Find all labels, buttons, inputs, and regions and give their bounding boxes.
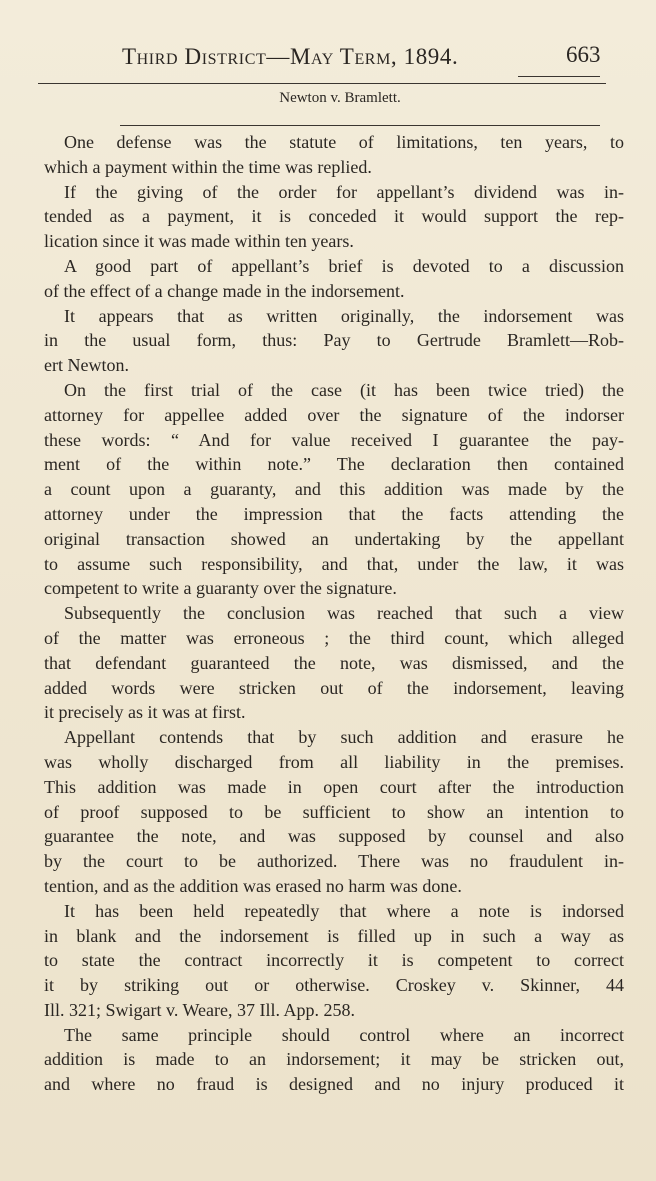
text-line: On the first trial of the case (it has been twice tried) the [64, 379, 624, 400]
text-line: it by striking out or otherwise. Croskey v. Skinner, 44 [44, 975, 624, 996]
text-line: added words were stricken out of the indorsement, leaving [44, 677, 624, 698]
text-line: This addition was made in open court after the introduction [44, 776, 624, 797]
text-line: was wholly discharged from all liability in the premises. [44, 751, 624, 772]
text-line: ert Newton. [44, 355, 129, 376]
text-line: attorney for appellee added over the signature of the indorser [44, 404, 624, 425]
text-line: that defendant guaranteed the note, was dismissed, and the [44, 652, 624, 673]
text-line: ment of the within note.” The declaration then contained [44, 454, 624, 475]
text-line: a count upon a guaranty, and this addition was made by the [44, 479, 624, 500]
text-line: in the usual form, thus: Pay to Gertrude Bramlett—Rob- [44, 330, 624, 351]
header-rule [38, 83, 606, 84]
text-line: to state the contract incorrectly it is competent to correct [44, 950, 624, 971]
text-line: original transaction showed an undertaking by the appellant [44, 528, 624, 549]
text-line: It has been held repeatedly that where a note is indorsed [64, 900, 624, 921]
text-line: to assume such responsibility, and that, under the law, it was [44, 553, 624, 574]
text-line: guarantee the note, and was supposed by counsel and also [44, 826, 624, 847]
text-line: by the court to be authorized. There was no fraudulent in- [44, 851, 624, 872]
page-number: 663 [566, 42, 601, 67]
text-line: of proof supposed to be sufficient to show an intention to [44, 801, 624, 822]
text-line: it precisely as it was at first. [44, 702, 246, 723]
text-line: and where no fraud is designed and no injury produced it [44, 1074, 624, 1095]
text-line: in blank and the indorsement is filled up in such a way as [44, 925, 624, 946]
text-line: tention, and as the addition was erased no harm was done. [44, 875, 462, 896]
header-rule-short [518, 76, 600, 77]
text-line: addition is made to an indorsement; it may be stricken out, [44, 1049, 624, 1070]
text-line: of the effect of a change made in the indorsement. [44, 280, 405, 301]
text-line: tended as a payment, it is conceded it would support the rep- [44, 206, 624, 227]
text-line: The same principle should control where an incorrect [64, 1024, 624, 1045]
case-title: Newton v. Bramlett. [279, 90, 401, 106]
text-line: Ill. 321; Swigart v. Weare, 37 Ill. App. 258. [44, 999, 356, 1020]
text-line: which a payment within the time was replied. [44, 156, 372, 177]
text-line: attorney under the impression that the facts attending the [44, 503, 624, 524]
running-head: Third District—May Term, 1894. [122, 44, 459, 69]
text-line: lication since it was made within ten years. [44, 231, 354, 252]
text-line: It appears that as written originally, the indorsement was [64, 305, 624, 326]
body-text [44, 130, 624, 1097]
text-line: If the giving of the order for appellant’s dividend was in- [64, 181, 624, 202]
text-line: of the matter was erroneous ; the third count, which alleged [44, 627, 624, 648]
text-line: One defense was the statute of limitations, ten years, to [64, 132, 624, 152]
text-line: Subsequently the conclusion was reached that such a view [64, 603, 624, 624]
text-line: these words: “ And for value received I guarantee the pay- [44, 429, 624, 450]
text-line: Appellant contends that by such addition and erasure he [64, 727, 624, 748]
text-line: A good part of appellant’s brief is devoted to a discussion [64, 255, 624, 276]
case-title-rule [120, 125, 600, 126]
text-line: competent to write a guaranty over the signature. [44, 578, 397, 599]
